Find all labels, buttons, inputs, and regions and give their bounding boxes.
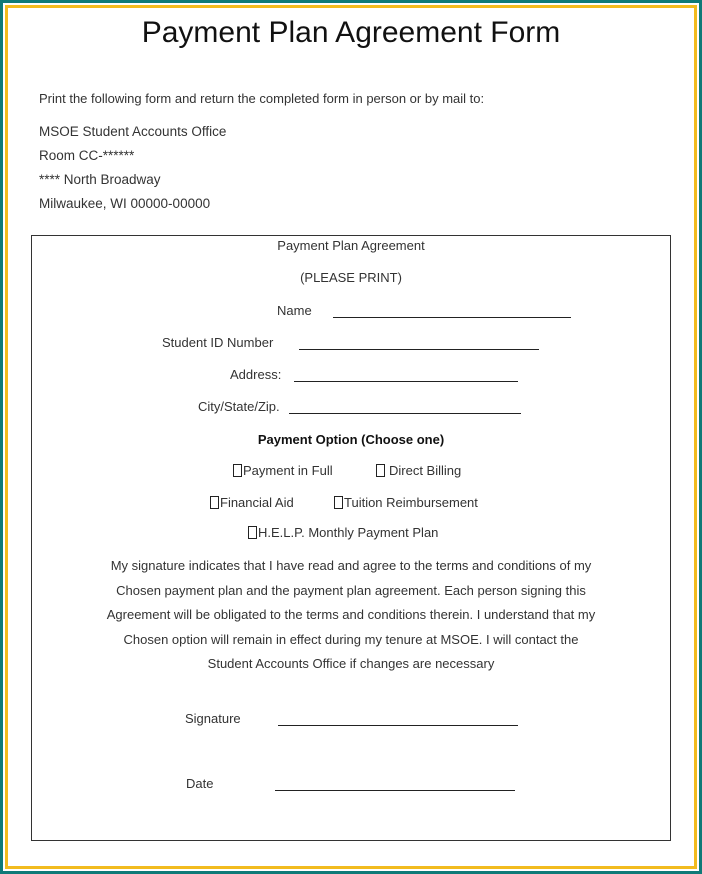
page-title: Payment Plan Agreement Form xyxy=(141,16,561,49)
signature-field[interactable] xyxy=(278,725,518,726)
checkbox[interactable] xyxy=(334,496,343,509)
option-label: Payment in Full xyxy=(243,463,333,478)
date-field[interactable] xyxy=(275,790,515,791)
city-state-zip-field[interactable] xyxy=(289,413,521,414)
address-line-1: MSOE Student Accounts Office xyxy=(39,124,227,139)
name-field[interactable] xyxy=(333,317,571,318)
student-id-label: Student ID Number xyxy=(162,335,274,350)
agreement-paragraph xyxy=(70,554,632,677)
address-line-4: Milwaukee, WI 00000-00000 xyxy=(39,196,211,211)
option-tuition-reimbursement[interactable] xyxy=(334,495,478,510)
checkbox[interactable] xyxy=(376,464,385,477)
name-label: Name xyxy=(277,303,312,318)
option-label: Tuition Reimbursement xyxy=(344,495,478,510)
date-label: Date xyxy=(186,776,214,791)
option-financial-aid[interactable] xyxy=(210,495,294,510)
intro-text: Print the following form and return the completed form in person or by mail to: xyxy=(39,91,485,106)
agreement-line: Agreement will be obligated to the terms and conditions therein. I understand that my xyxy=(106,607,596,622)
agreement-line: Chosen option will remain in effect during my tenure at MSOE. I will contact the xyxy=(123,631,579,647)
payment-option-heading: Payment Option (Choose one) xyxy=(257,432,445,447)
option-label: Financial Aid xyxy=(220,495,294,510)
form-heading: Payment Plan Agreement xyxy=(277,238,425,253)
agreement-line: My signature indicates that I have read and agree to the terms and conditions of my xyxy=(110,558,592,573)
option-payment-in-full[interactable] xyxy=(233,463,333,478)
signature-label: Signature xyxy=(185,711,241,726)
address-field[interactable] xyxy=(294,381,518,382)
address-line-3: **** North Broadway xyxy=(39,172,161,187)
agreement-line: Chosen payment plan and the payment plan agreement. Each person signing this xyxy=(116,582,586,598)
option-label: Direct Billing xyxy=(389,463,462,478)
student-id-field[interactable] xyxy=(299,349,539,350)
option-direct-billing[interactable] xyxy=(376,463,461,478)
city-state-zip-label: City/State/Zip. xyxy=(198,399,280,414)
address-label: Address: xyxy=(230,367,282,382)
agreement-line: Student Accounts Office if changes are necessary xyxy=(207,656,495,671)
address-line-2: Room CC-****** xyxy=(39,148,135,163)
form-instruction: (PLEASE PRINT) xyxy=(300,270,402,285)
checkbox[interactable] xyxy=(233,464,242,477)
option-help-monthly[interactable] xyxy=(248,525,438,540)
checkbox[interactable] xyxy=(210,496,219,509)
option-label: H.E.L.P. Monthly Payment Plan xyxy=(258,525,439,540)
checkbox[interactable] xyxy=(248,526,257,539)
